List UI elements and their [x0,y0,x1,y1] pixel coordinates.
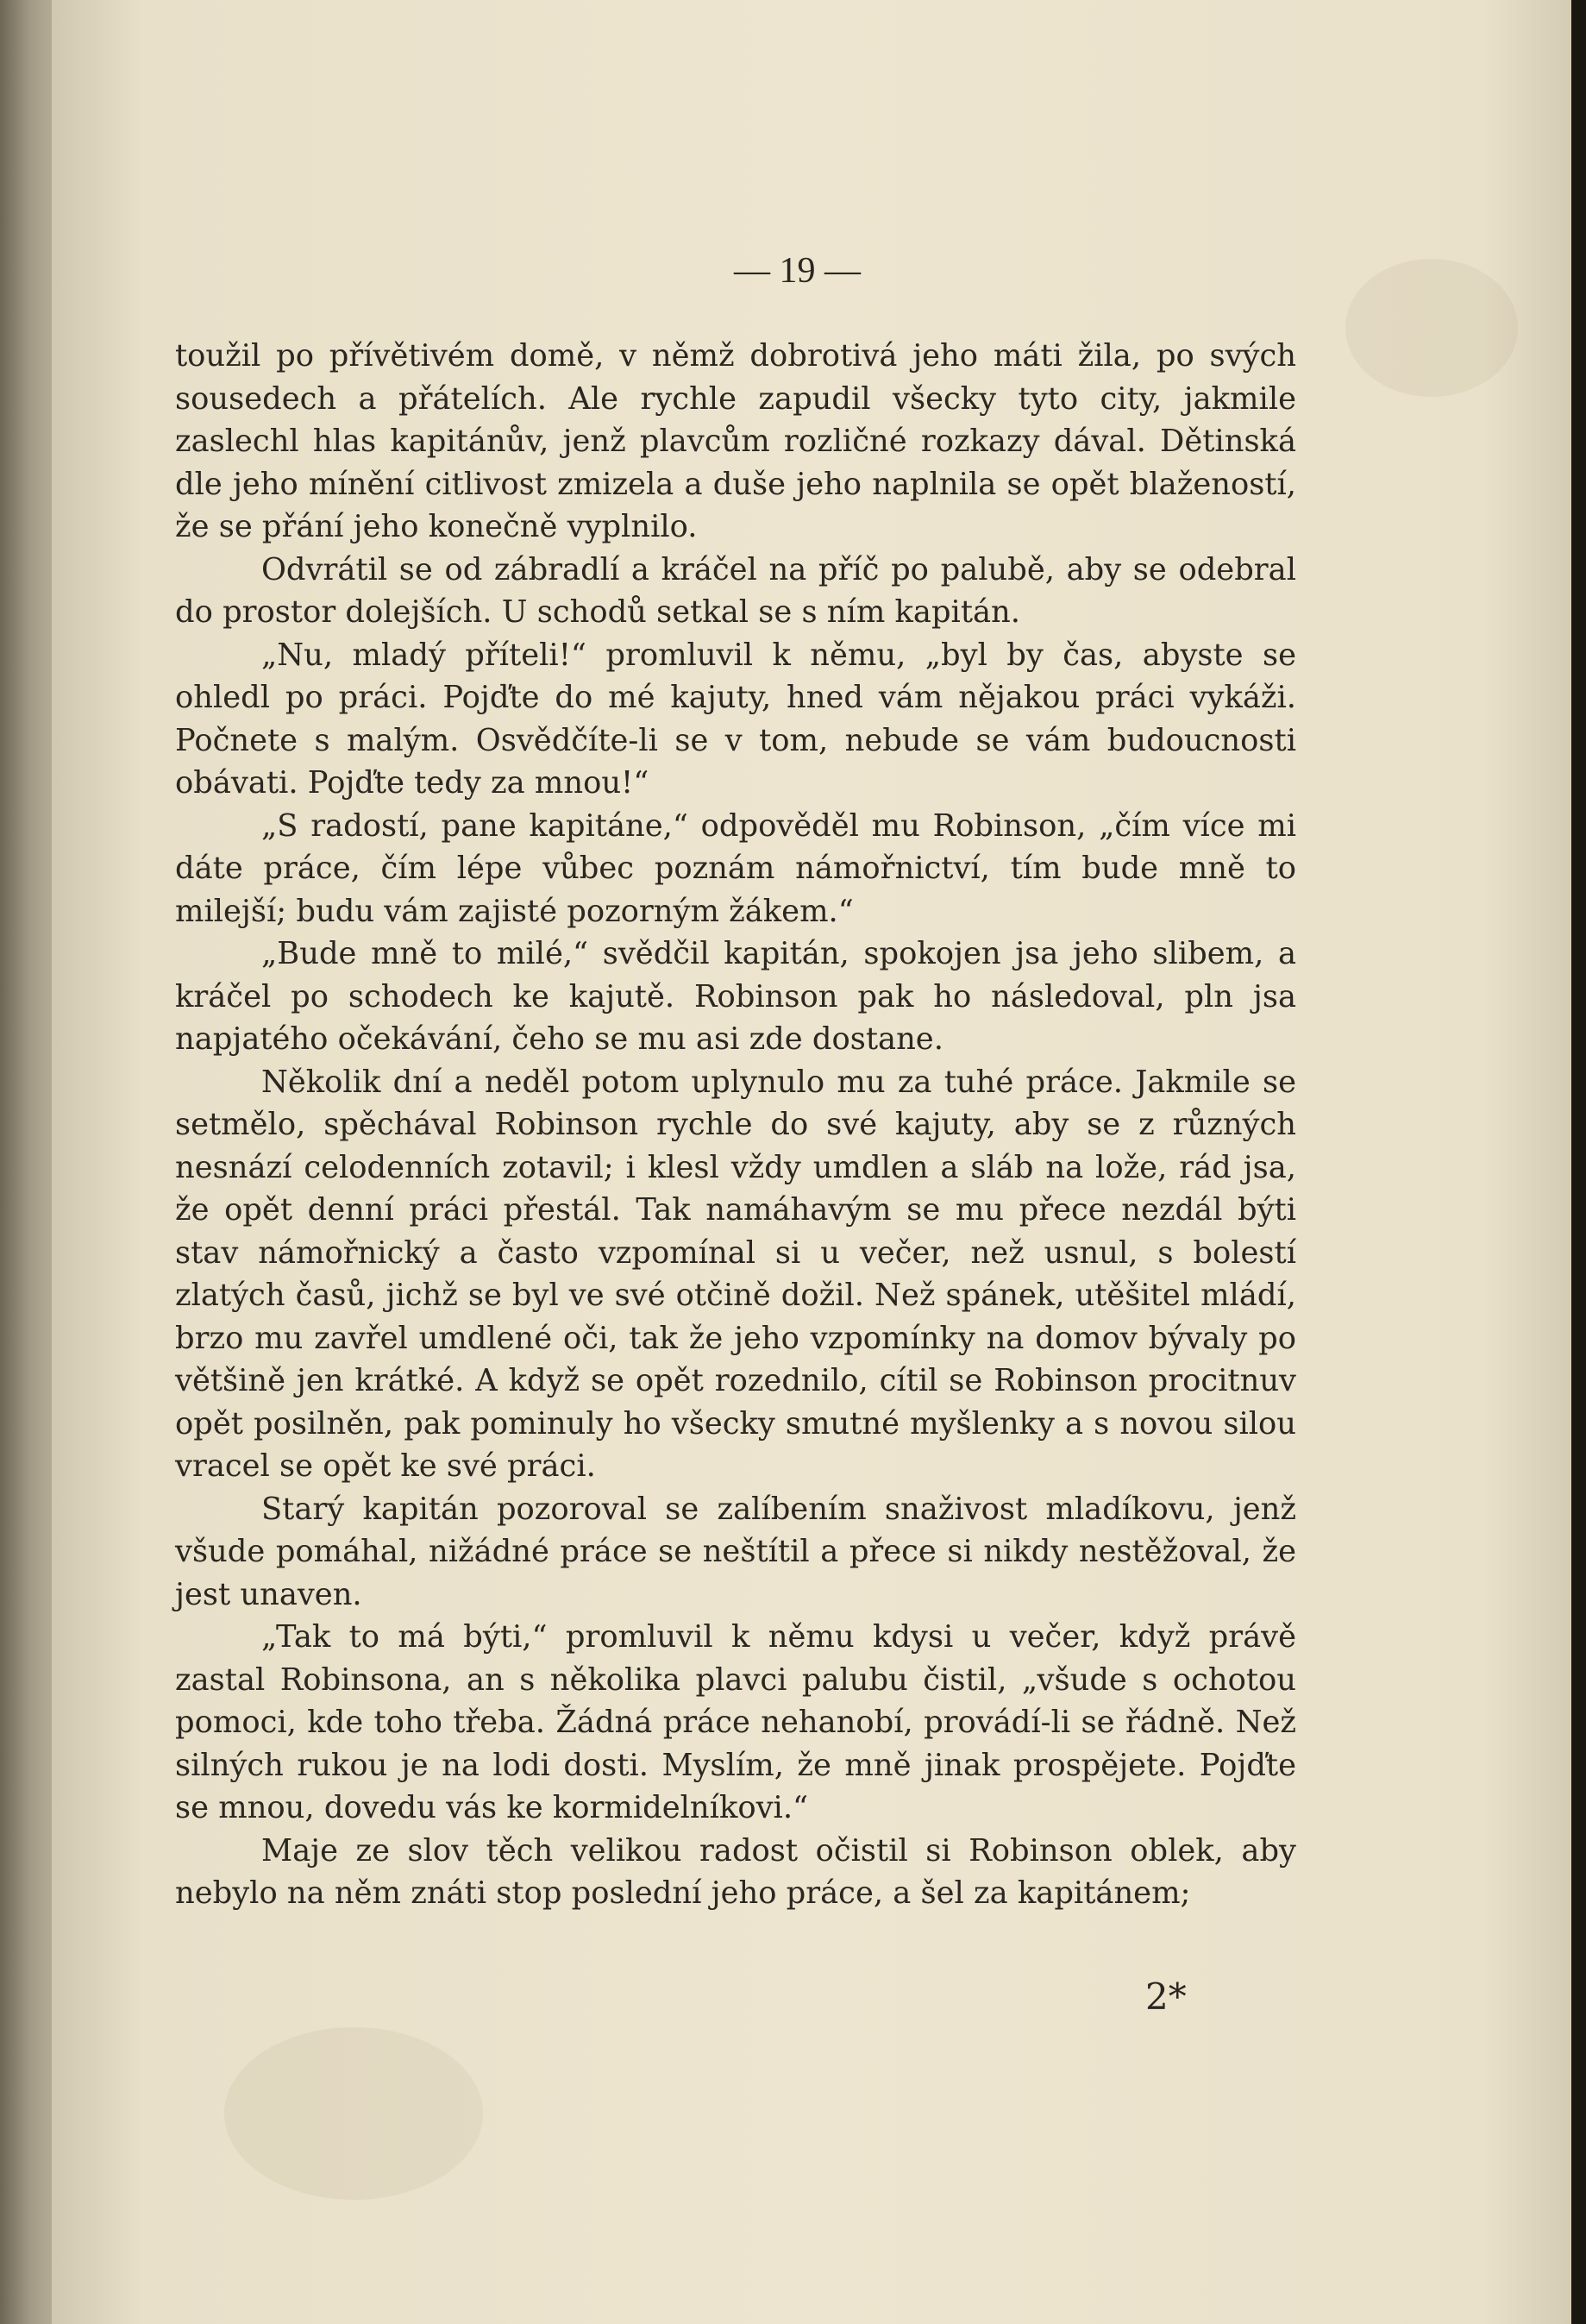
paragraph-2: Odvrátil se od zábradlí a kráčel na příč po palubě, aby se odebral do prostor dolejších. U schodů setkal se s ním kapitán. [175,551,1296,630]
paragraph-9: Maje ze slov těch velikou radost očistil si Robinson oblek, aby nebylo na něm znáti stop poslední jeho práce, a šel za kapitánem; [175,1832,1296,1911]
page-number: — 19 — [734,251,861,291]
page-edge-shadow [1571,0,1586,2324]
paragraph-6: Několik dní a neděl potom uplynulo mu za tuhé práce. Jakmile se setmělo, spěchával Robinson rychle do své kajuty, aby se z různých nesnází celodenních zotavil; i klesl vždy umdlen a sláb na lože, rád jsa, že opět denní práci přestál. Tak namáhavým se mu přece nezdál býti stav námořnický a často vzpomínal si u večer, než usnul, s bolestí zlatých časů, jichž se byl ve své otčině dožil. Než spánek, utěšitel mládí, brzo mu zavřel umdlené oči, tak že jeho vzpomínky na domov bývaly po většině jen krátké. A když se opět rozednilo, cítil se Robinson procitnuv opět posilněn, pak pominuly ho všecky smutné myšlenky a s novou silou vracel se opět ke své práci. [175,1064,1296,1484]
paragraph-3: „Nu, mladý příteli!“ promluvil k němu, „byl by čas, abyste se ohledl po práci. Pojďte do mé kajuty, hned vám nějakou práci vykáži. Počnete s malým. Osvědčíte-li se v tom, nebude se vám budoucnosti obávati. Pojďte tedy za mnou!“ [175,637,1296,801]
paragraph-4: „S radostí, pane kapitáne,“ odpověděl mu Robinson, „čím více mi dáte práce, čím lépe vůbec poznám námořnictví, tím bude mně to milejší; budu vám zajisté pozorným žákem.“ [175,807,1296,929]
paragraph-8: „Tak to má býti,“ promluvil k němu kdysi u večer, když právě zastal Robinsona, an s několika plavci palubu čistil, „všude s ochotou pomoci, kde toho třeba. Žádná práce nehanobí, provádí-li se řádně. Než silných rukou je na lodi dosti. Myslím, že mně jinak prospějete. Pojďte se mnou, dovedu vás ke kormidelníkovi.“ [175,1619,1296,1825]
paragraph-1: toužil po přívětivém domě, v němž dobrotivá jeho máti žila, po svých sousedech a přátelích. Ale rychle zapudil všecky tyto city, jakmile zaslechl hlas kapitánův, jenž plavcům rozličné rozkazy dával. Dětinská dle jeho mínění citlivost zmizela a duše jeho naplnila se opět blažeností, že se přání jeho konečně vyplnilo. [175,338,1296,544]
body-text [175,335,1296,1915]
paragraph-7: Starý kapitán pozoroval se zalíbením snaživost mladíkovu, jenž všude pomáhal, nižádné práce se neštítil a přece si nikdy nestěžoval, že jest unaven. [175,1491,1296,1612]
paragraph-5: „Bude mně to milé,“ svědčil kapitán, spokojen jsa jeho slibem, a kráčel po schodech ke kajutě. Robinson pak ho následoval, pln jsa napjatého očekávání, čeho se mu asi zde dostane. [175,936,1296,1057]
signature-mark: 2* [1145,1975,1187,2018]
